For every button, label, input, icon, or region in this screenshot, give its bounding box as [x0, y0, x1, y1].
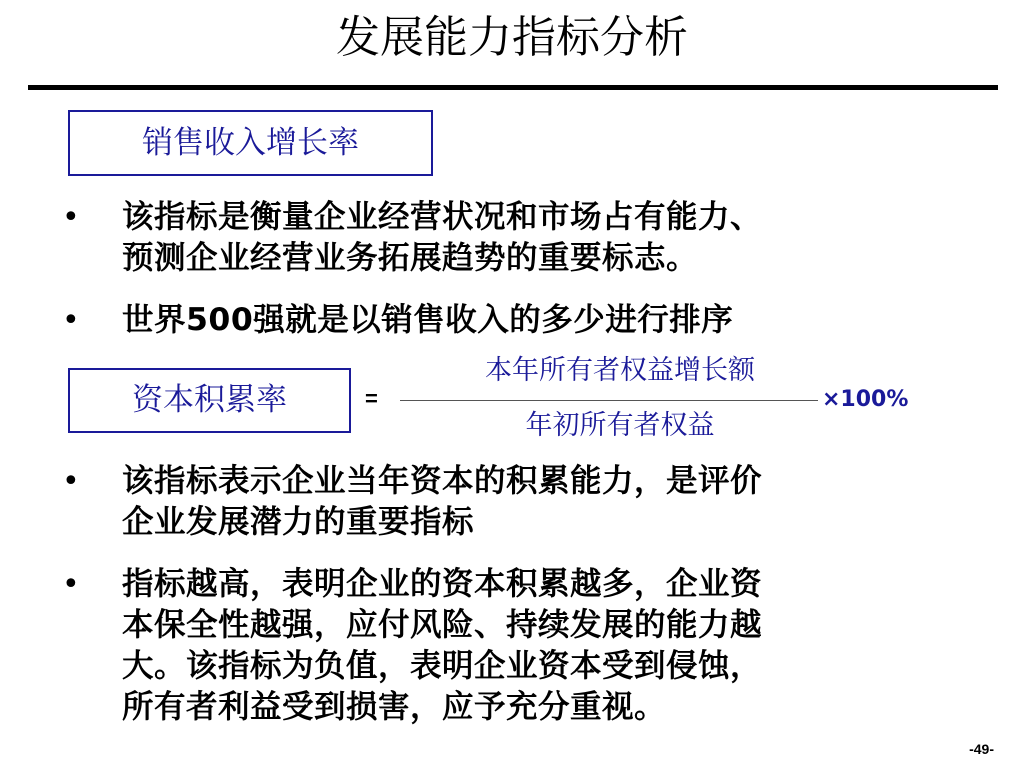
- title-divider: [28, 85, 998, 90]
- page-number: -49-: [969, 741, 994, 757]
- bullet-line: 指标越高，表明企业的资本积累越多，企业资: [122, 566, 763, 602]
- bullet-line: 世界500强就是以销售收入的多少进行排序: [122, 302, 734, 338]
- bullet-line: 预测企业经营业务拓展趋势的重要标志。: [122, 240, 699, 276]
- fraction-line: [400, 400, 818, 401]
- bullet-marker: •: [62, 200, 80, 235]
- formula-numerator: 本年所有者权益增长额: [485, 355, 755, 386]
- bullet-line: 本保全性越强，应付风险、持续发展的能力越: [122, 607, 763, 643]
- bullet-marker: •: [62, 464, 80, 499]
- bullet-line: 大。该指标为负值，表明企业资本受到侵蚀，: [122, 648, 763, 684]
- bullet-text: [122, 564, 942, 728]
- formula-denominator: 年初所有者权益: [525, 410, 715, 441]
- capital-accumulation-label-box: 资本积累率: [68, 368, 351, 433]
- bullet-line: 该指标是衡量企业经营状况和市场占有能力、: [122, 199, 763, 235]
- bullet-marker: •: [62, 303, 80, 338]
- slide-title: 发展能力指标分析: [336, 12, 688, 63]
- formula-multiplier: ×100%: [822, 387, 909, 412]
- bullet-line: 企业发展潜力的重要指标: [122, 504, 475, 540]
- bullet-marker: •: [62, 567, 80, 602]
- sales-growth-label-box: 销售收入增长率: [68, 110, 433, 176]
- formula-equals: =: [365, 386, 378, 411]
- bullet-text: [122, 197, 942, 279]
- bullet-line: 所有者利益受到损害，应予充分重视。: [122, 689, 667, 725]
- bullet-line: 该指标表示企业当年资本的积累能力，是评价: [122, 463, 763, 499]
- bullet-text: [122, 300, 942, 341]
- bullet-text: [122, 461, 942, 543]
